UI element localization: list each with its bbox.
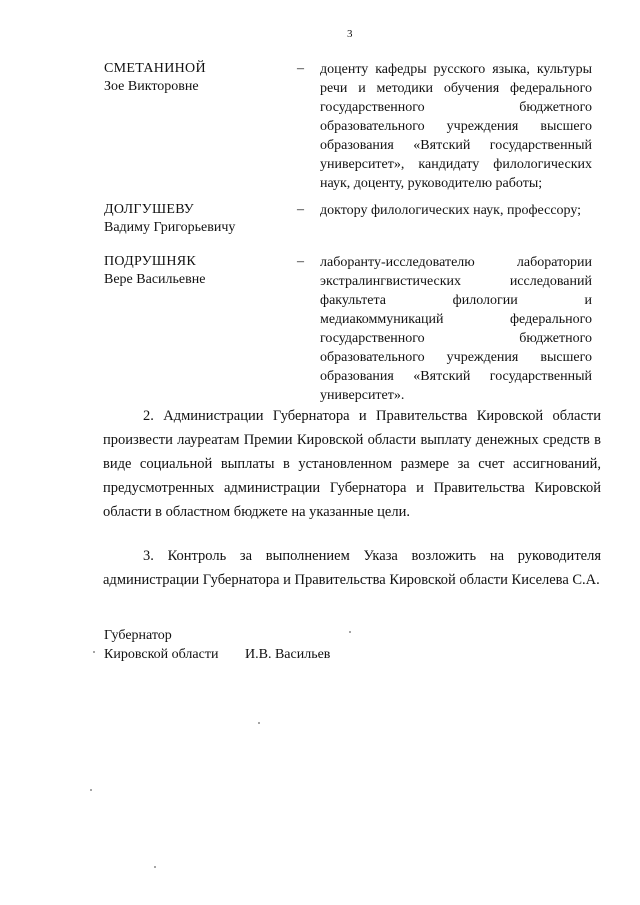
signature-title-line1: Губернатор [104, 628, 172, 643]
recipient-description: доктору филологических наук, профессору; [320, 203, 582, 218]
signature-title-line2: Кировской области [104, 647, 219, 662]
recipient-given-names: Вере Васильевне [104, 272, 206, 287]
signature-name: И.В. Васильев [245, 647, 331, 662]
entry-dash: – [297, 61, 304, 76]
entry-dash: – [297, 202, 304, 217]
scan-speck [349, 631, 351, 633]
recipient-entry [0, 60, 640, 191]
scan-speck [93, 651, 95, 653]
recipient-surname: ДОЛГУШЕВУ [104, 202, 194, 217]
paragraph-2 [103, 404, 601, 524]
page-number: 3 [347, 28, 353, 40]
scan-speck [90, 789, 92, 791]
scan-speck [258, 722, 260, 724]
entry-dash: – [297, 254, 304, 269]
recipient-surname: ПОДРУШНЯК [104, 254, 197, 269]
paragraph-text: 2. Администрации Губернатора и Правительства Кировской области произвести лауреатам Премии Кировской области выплату денежных средств в виде социальной выплаты в установленном размере за счет ассигнований, предусмотренных администрации Губернатора и Правительства Кировской области в областном бюджете на указанные цели. [103, 408, 601, 520]
recipient-entry [0, 201, 640, 235]
recipient-surname: СМЕТАНИНОЙ [104, 61, 206, 76]
recipient-entry [0, 253, 640, 403]
recipient-description: лаборанту-исследователю лаборатории экстралингвистических исследований факультета филологии и медиакоммуникаций федерального государственного бюджетного образовательного учреждения высшего образования «Вятский государственный университет». [320, 255, 592, 403]
recipient-given-names: Зое Викторовне [104, 79, 199, 94]
recipient-given-names: Вадиму Григорьевичу [104, 220, 236, 235]
paragraph-3 [103, 544, 601, 592]
scan-speck [154, 866, 156, 868]
paragraph-text: 3. Контроль за выполнением Указа возложить на руководителя администрации Губернатора и Правительства Кировской области Киселева С.А. [103, 548, 601, 588]
recipient-description: доценту кафедры русского языка, культуры речи и методики обучения федерального государственного бюджетного образовательного учреждения высшего образования «Вятский государственный университет», кандидату филологических наук, доценту, руководителю работы; [320, 62, 592, 191]
